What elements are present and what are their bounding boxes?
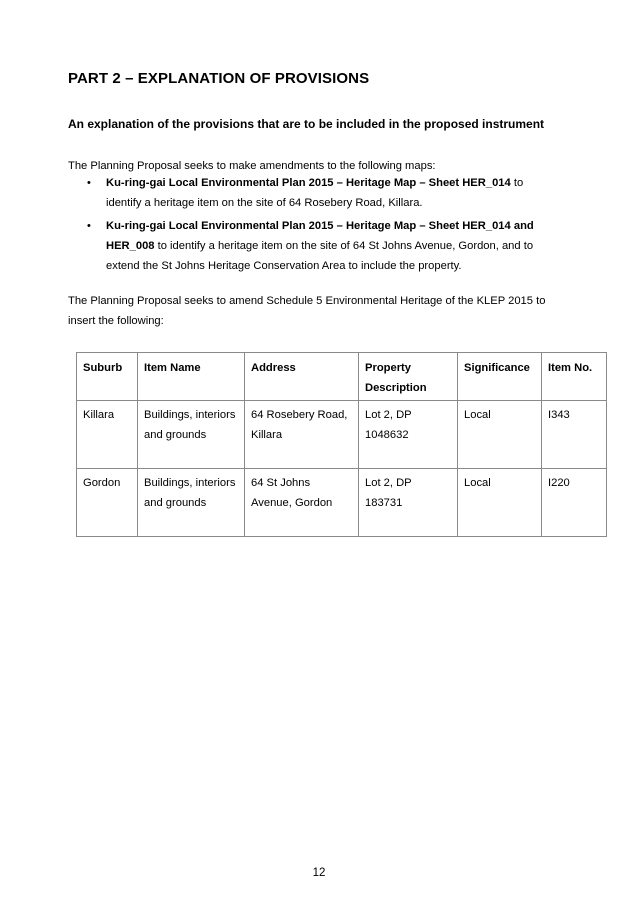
header-property-description: Property Description <box>359 353 458 401</box>
map-description: to identify a heritage item on the site of 64 Rosebery Road, Killara. <box>106 177 524 209</box>
list-item <box>68 173 558 213</box>
cell-item-name: Buildings, interiors and grounds <box>138 469 245 537</box>
cell-address: 64 Rosebery Road, Killara <box>245 401 359 469</box>
schedule-intro-paragraph: The Planning Proposal seeks to amend Schedule 5 Environmental Heritage of the KLEP 2015 to insert the following: <box>68 295 546 327</box>
header-suburb: Suburb <box>77 353 138 401</box>
list-item <box>68 216 558 276</box>
cell-suburb: Killara <box>77 401 138 469</box>
map-title: Ku-ring-gai Local Environmental Plan 2015 – Heritage Map – Sheet HER_014 <box>106 177 511 189</box>
page-heading: PART 2 – EXPLANATION OF PROVISIONS <box>68 70 370 87</box>
cell-suburb: Gordon <box>77 469 138 537</box>
header-significance: Significance <box>458 353 542 401</box>
cell-item-no: I343 <box>542 401 607 469</box>
cell-item-no: I220 <box>542 469 607 537</box>
cell-item-name: Buildings, interiors and grounds <box>138 401 245 469</box>
table-row <box>77 401 607 469</box>
page-number: 12 <box>312 867 326 879</box>
header-item-no: Item No. <box>542 353 607 401</box>
header-address: Address <box>245 353 359 401</box>
table-row <box>77 469 607 537</box>
cell-significance: Local <box>458 401 542 469</box>
cell-property-description: Lot 2, DP 1048632 <box>359 401 458 469</box>
cell-property-description: Lot 2, DP 183731 <box>359 469 458 537</box>
header-item-name: Item Name <box>138 353 245 401</box>
bullet-icon: • <box>87 220 91 232</box>
cell-significance: Local <box>458 469 542 537</box>
map-description: to identify a heritage item on the site of 64 St Johns Avenue, Gordon, and to extend the St Johns Heritage Conservation Area to include the property. <box>106 240 534 272</box>
maps-list <box>68 173 558 276</box>
map-title: Ku-ring-gai Local Environmental Plan 2015 – Heritage Map – Sheet HER_014 and HER_008 <box>106 220 534 252</box>
table-header-row <box>77 353 607 401</box>
maps-intro-paragraph: The Planning Proposal seeks to make amendments to the following maps: <box>68 160 436 172</box>
section-subheading: An explanation of the provisions that are to be included in the proposed instrument <box>68 117 545 131</box>
bullet-icon: • <box>87 177 91 189</box>
heritage-items-table <box>76 352 607 537</box>
cell-address: 64 St Johns Avenue, Gordon <box>245 469 359 537</box>
